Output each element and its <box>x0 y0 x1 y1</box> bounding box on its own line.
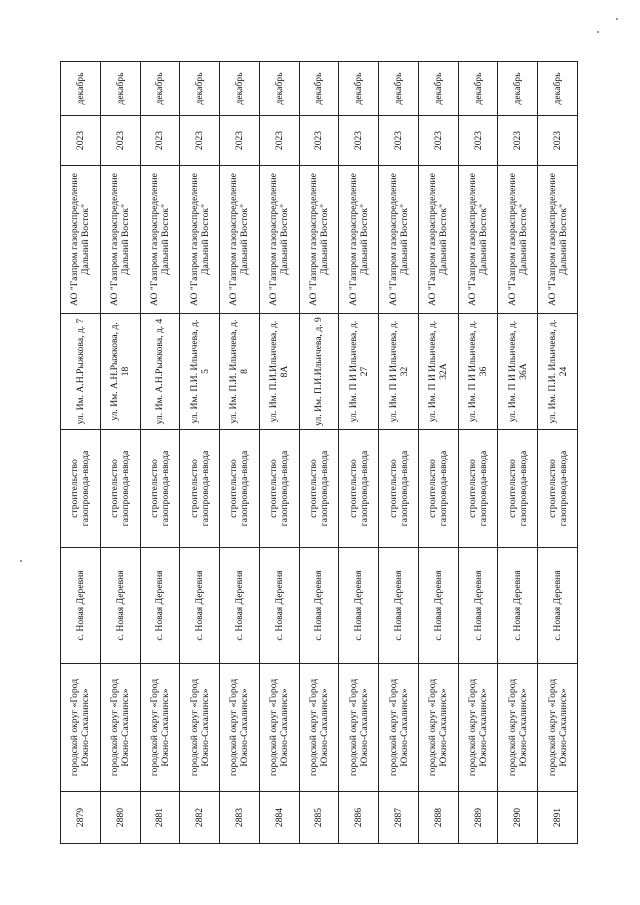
locality-cell: с. Новая Деревня <box>418 548 458 664</box>
year-cell: 2023 <box>538 116 578 166</box>
organization-cell: АО "Газпром газораспределение Дальний Восток" <box>339 166 379 314</box>
locality-cell: с. Новая Деревня <box>498 548 538 664</box>
row-number: 2881 <box>140 792 180 844</box>
municipality-cell: городской округ «Город Южно-Сахалинск» <box>100 664 140 792</box>
organization-cell: АО "Газпром газораспределение Дальний Восток" <box>220 166 260 314</box>
month-cell: декабрь <box>220 62 260 116</box>
year-cell: 2023 <box>379 116 419 166</box>
activity-cell: строительство газопровода-ввода <box>538 430 578 548</box>
activity-cell: строительство газопровода-ввода <box>100 430 140 548</box>
row-number: 2890 <box>498 792 538 844</box>
address-cell: ул. Им. А.Н.Рыжкова, д. 18 <box>100 314 140 430</box>
table-row <box>458 62 498 844</box>
table-row <box>220 62 260 844</box>
year-cell: 2023 <box>140 116 180 166</box>
month-cell: декабрь <box>498 62 538 116</box>
month-cell: декабрь <box>259 62 299 116</box>
table-row <box>379 62 419 844</box>
locality-cell: с. Новая Деревня <box>180 548 220 664</box>
locality-cell: с. Новая Деревня <box>220 548 260 664</box>
locality-cell: с. Новая Деревня <box>299 548 339 664</box>
year-cell: 2023 <box>458 116 498 166</box>
locality-cell: с. Новая Деревня <box>61 548 101 664</box>
address-cell: ул. Им. А.Н.Рыжкова, д. 7 <box>61 314 101 430</box>
year-cell: 2023 <box>100 116 140 166</box>
month-cell: декабрь <box>100 62 140 116</box>
address-cell: ул. Им. П.И. Ильичева, д. 5 <box>180 314 220 430</box>
municipality-cell: городской округ «Город Южно-Сахалинск» <box>538 664 578 792</box>
locality-cell: с. Новая Деревня <box>140 548 180 664</box>
municipality-cell: городской округ «Город Южно-Сахалинск» <box>379 664 419 792</box>
row-number: 2889 <box>458 792 498 844</box>
row-number: 2879 <box>61 792 101 844</box>
month-cell: декабрь <box>538 62 578 116</box>
year-cell: 2023 <box>339 116 379 166</box>
table-row <box>299 62 339 844</box>
address-cell: ул. Им. А.Н.Рыжкова, д. 4 <box>140 314 180 430</box>
month-cell: декабрь <box>61 62 101 116</box>
organization-cell: АО "Газпром газораспределение Дальний Восток" <box>61 166 101 314</box>
year-cell: 2023 <box>418 116 458 166</box>
organization-cell: АО "Газпром газораспределение Дальний Восток" <box>259 166 299 314</box>
activity-cell: строительство газопровода-ввода <box>379 430 419 548</box>
organization-cell: АО "Газпром газораспределение Дальний Восток" <box>299 166 339 314</box>
activity-cell: строительство газопровода-ввода <box>339 430 379 548</box>
table-row <box>418 62 458 844</box>
address-cell: ул. Им. П.И.Ильичева, д. 9 <box>299 314 339 430</box>
organization-cell: АО "Газпром газораспределение Дальний Восток" <box>458 166 498 314</box>
municipality-cell: городской округ «Город Южно-Сахалинск» <box>61 664 101 792</box>
activity-cell: строительство газопровода-ввода <box>458 430 498 548</box>
locality-cell: с. Новая Деревня <box>538 548 578 664</box>
municipality-cell: городской округ «Город Южно-Сахалинск» <box>259 664 299 792</box>
locality-cell: с. Новая Деревня <box>458 548 498 664</box>
organization-cell: АО "Газпром газораспределение Дальний Восток" <box>379 166 419 314</box>
table-row <box>140 62 180 844</box>
month-cell: декабрь <box>379 62 419 116</box>
month-cell: декабрь <box>299 62 339 116</box>
activity-cell: строительство газопровода-ввода <box>259 430 299 548</box>
locality-cell: с. Новая Деревня <box>259 548 299 664</box>
organization-cell: АО "Газпром газораспределение Дальний Восток" <box>538 166 578 314</box>
address-cell: ул. Им. П И Ильичева, д. 36 <box>458 314 498 430</box>
gas-works-table <box>60 61 578 844</box>
month-cell: декабрь <box>339 62 379 116</box>
row-number: 2885 <box>299 792 339 844</box>
address-cell: ул. Им. П.И. Ильичева, д. 8 <box>220 314 260 430</box>
organization-cell: АО "Газпром газораспределение Дальний Восток" <box>498 166 538 314</box>
locality-cell: с. Новая Деревня <box>100 548 140 664</box>
organization-cell: АО "Газпром газораспределение Дальний Восток" <box>418 166 458 314</box>
municipality-cell: городской округ «Город Южно-Сахалинск» <box>339 664 379 792</box>
organization-cell: АО "Газпром газораспределение Дальний Восток" <box>180 166 220 314</box>
locality-cell: с. Новая Деревня <box>339 548 379 664</box>
table-row <box>498 62 538 844</box>
year-cell: 2023 <box>498 116 538 166</box>
activity-cell: строительство газопровода-ввода <box>220 430 260 548</box>
activity-cell: строительство газопровода-ввода <box>61 430 101 548</box>
month-cell: декабрь <box>418 62 458 116</box>
scan-speck <box>616 18 618 20</box>
municipality-cell: городской округ «Город Южно-Сахалинск» <box>458 664 498 792</box>
document-page <box>60 62 578 844</box>
municipality-cell: городской округ «Город Южно-Сахалинск» <box>498 664 538 792</box>
row-number: 2884 <box>259 792 299 844</box>
year-cell: 2023 <box>220 116 260 166</box>
municipality-cell: городской округ «Город Южно-Сахалинск» <box>140 664 180 792</box>
organization-cell: АО "Газпром газораспределение Дальний Восток" <box>100 166 140 314</box>
organization-cell: АО "Газпром газораспределение Дальний Восток" <box>140 166 180 314</box>
table-row <box>259 62 299 844</box>
month-cell: декабрь <box>180 62 220 116</box>
activity-cell: строительство газопровода-ввода <box>180 430 220 548</box>
table-body <box>61 62 578 844</box>
row-number: 2880 <box>100 792 140 844</box>
activity-cell: строительство газопровода-ввода <box>299 430 339 548</box>
municipality-cell: городской округ «Город Южно-Сахалинск» <box>299 664 339 792</box>
activity-cell: строительство газопровода-ввода <box>140 430 180 548</box>
address-cell: ул. Им. П И Ильичева, д. 32А <box>418 314 458 430</box>
month-cell: декабрь <box>140 62 180 116</box>
row-number: 2891 <box>538 792 578 844</box>
locality-cell: с. Новая Деревня <box>379 548 419 664</box>
address-cell: ул. Им. П И Ильичева, д. 32 <box>379 314 419 430</box>
rotated-table-wrapper <box>60 62 578 844</box>
scan-speck <box>20 560 22 562</box>
table-row <box>339 62 379 844</box>
year-cell: 2023 <box>180 116 220 166</box>
address-cell: ул. Им. П.И.Ильичева, д. 8А <box>259 314 299 430</box>
table-row <box>61 62 101 844</box>
address-cell: ул. Им. П И Ильичева, д. 27 <box>339 314 379 430</box>
activity-cell: строительство газопровода-ввода <box>498 430 538 548</box>
row-number: 2883 <box>220 792 260 844</box>
row-number: 2888 <box>418 792 458 844</box>
table-row <box>538 62 578 844</box>
table-row <box>100 62 140 844</box>
month-cell: декабрь <box>458 62 498 116</box>
year-cell: 2023 <box>259 116 299 166</box>
activity-cell: строительство газопровода-ввода <box>418 430 458 548</box>
row-number: 2887 <box>379 792 419 844</box>
table-row <box>180 62 220 844</box>
row-number: 2882 <box>180 792 220 844</box>
row-number: 2886 <box>339 792 379 844</box>
municipality-cell: городской округ «Город Южно-Сахалинск» <box>180 664 220 792</box>
municipality-cell: городской округ «Город Южно-Сахалинск» <box>220 664 260 792</box>
municipality-cell: городской округ «Город Южно-Сахалинск» <box>418 664 458 792</box>
year-cell: 2023 <box>61 116 101 166</box>
address-cell: ул. Им. П.И. Ильичева, д. 24 <box>538 314 578 430</box>
year-cell: 2023 <box>299 116 339 166</box>
scan-speck <box>597 31 599 33</box>
address-cell: ул. Им. П И Ильичева, д. 36А <box>498 314 538 430</box>
